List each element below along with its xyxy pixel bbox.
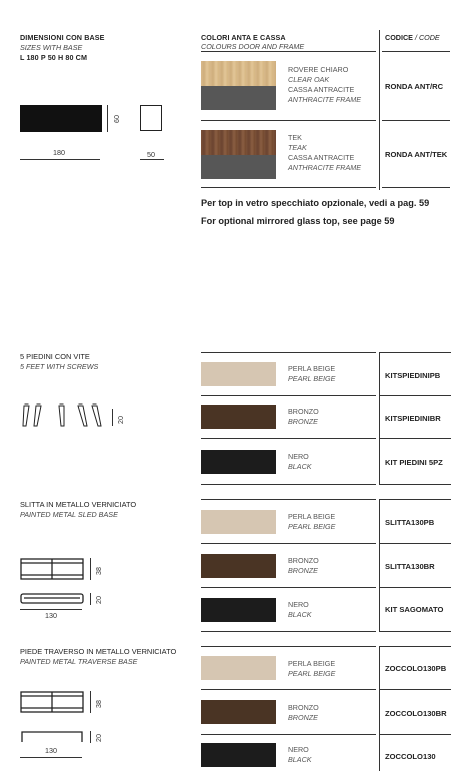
traverse-rule-0 [201,646,376,647]
feet-rule-0 [201,352,376,353]
row2-line3: CASSA ANTRACITE [288,153,355,162]
traverse-rule-1 [201,689,376,690]
feet-subtitle: 5 FEET WITH SCREWS [20,362,99,371]
feet-title: 5 PIEDINI CON VITE [20,352,90,361]
traverse-code-divider [379,646,380,771]
swatch-teak [201,130,276,155]
feet-code-rule-0 [379,352,451,353]
width-dimension-line [20,159,100,160]
traverse-code-rule-0 [379,646,451,647]
colors-header-rule [201,51,376,52]
sled-row2-name-en: BRONZE [288,566,318,575]
sled-height-label-2: 20 [94,596,103,604]
sled-row3-name-en: BLACK [288,610,312,619]
feet-height-line [112,409,113,426]
traverse-swatch-pearl-beige [201,656,276,680]
sled-width-line [20,609,82,610]
colors-header: COLORI ANTA E CASSA [201,33,286,42]
sled-row3-labels [288,600,312,620]
sled-code-divider [379,499,380,631]
feet-row2-name: BRONZO [288,407,319,416]
traverse-width-line [20,757,82,758]
traverse-code-rule-1 [379,689,451,690]
row2-code: RONDA ANT/TEK [385,150,448,159]
row2-line2: TEAK [288,143,307,152]
traverse-height-label-2: 20 [94,734,103,742]
feet-swatch-bronze [201,405,276,429]
swatch-anthracite-1 [201,86,276,110]
height-label: 60 [112,115,121,123]
cabinet-front-view [20,105,102,132]
sled-rule-2 [201,587,376,588]
sled-width-label: 130 [45,611,57,620]
cabinet-side-view [140,105,162,131]
sled-height-line-2 [90,593,91,605]
depth-label: 50 [147,150,155,159]
note-italian: Per top in vetro specchiato opzionale, vedi a pag. 59 [201,198,430,208]
feet-rule-1 [201,395,376,396]
note-english: For optional mirrored glass top, see page 59 [201,216,395,226]
height-dimension-line [107,105,108,132]
traverse-row1-name: PERLA BEIGE [288,659,336,668]
feet-row1-code: KITSPIEDINIPB [385,371,441,380]
feet-code-rule-2 [379,438,451,439]
sled-row1-name: PERLA BEIGE [288,512,336,521]
row1-code-rule [382,120,450,121]
sled-swatch-black [201,598,276,622]
row2-rule [201,187,376,188]
sled-title: SLITTA IN METALLO VERNICIATO [20,500,137,509]
feet-row1-labels [288,364,335,384]
traverse-row3-labels [288,745,312,765]
sled-row2-name: BRONZO [288,556,319,565]
traverse-row1-labels [288,659,335,679]
sled-rule-0 [201,499,376,500]
swatch-clear-oak [201,61,276,86]
feet-row2-labels [288,407,319,427]
width-label: 180 [53,148,65,157]
sled-code-rule-0 [379,499,451,500]
feet-swatch-pearl-beige [201,362,276,386]
traverse-row3-code: ZOCCOLO130 [385,752,436,761]
feet-row3-labels [288,452,312,472]
sled-subtitle: PAINTED METAL SLED BASE [20,510,118,519]
feet-row1-name-en: PEARL BEIGE [288,374,336,383]
sled-row1-code: SLITTA130PB [385,518,435,527]
sled-swatch-bronze [201,554,276,578]
traverse-row2-labels [288,703,319,723]
sled-code-rule-1 [379,543,451,544]
traverse-row1-code: ZOCCOLO130PB [385,664,447,673]
traverse-front-illustration [20,691,84,713]
feet-row3-code: KIT PIEDINI 5PZ [385,458,443,467]
traverse-row3-name: NERO [288,745,309,754]
code-header-rule [382,51,450,52]
dimensions-subtitle: SIZES WITH BASE [20,43,83,52]
traverse-height-line-2 [90,731,91,743]
feet-code-rule-1 [379,395,451,396]
traverse-row2-name-en: BRONZE [288,713,318,722]
traverse-width-label: 130 [45,746,57,755]
traverse-title: PIEDE TRAVERSO IN METALLO VERNICIATO [20,647,177,656]
sled-rule-1 [201,543,376,544]
feet-row3-name-en: BLACK [288,462,312,471]
row1-line1: ROVERE CHIARO [288,65,349,74]
feet-row3-name: NERO [288,452,309,461]
traverse-swatch-bronze [201,700,276,724]
traverse-height-label-1: 38 [94,700,103,708]
sled-code-rule-2 [379,587,451,588]
feet-code-divider [379,352,380,484]
traverse-swatch-black [201,743,276,767]
traverse-side-illustration [20,731,84,743]
sled-side-illustration [20,593,84,605]
traverse-row1-name-en: PEARL BEIGE [288,669,336,678]
feet-code-rule-3 [379,484,451,485]
row1-code: RONDA ANT/RC [385,82,444,91]
row1-rule [201,120,376,121]
sled-rule-3 [201,631,376,632]
traverse-rule-2 [201,734,376,735]
row1-line2: CLEAR OAK [288,75,330,84]
feet-height-label: 20 [116,416,125,424]
traverse-subtitle: PAINTED METAL TRAVERSE BASE [20,657,138,666]
traverse-row3-name-en: BLACK [288,755,312,764]
dimensions-size: L 180 P 50 H 80 CM [20,53,88,62]
sled-code-rule-3 [379,631,451,632]
row1-line3: CASSA ANTRACITE [288,85,355,94]
colors-subheader: COLOURS DOOR AND FRAME [201,42,305,51]
sled-swatch-pearl-beige [201,510,276,534]
traverse-row2-name: BRONZO [288,703,319,712]
row2-line4: ANTHRACITE FRAME [288,163,362,172]
sled-row1-labels [288,512,335,532]
feet-swatch-black [201,450,276,474]
swatch-anthracite-2 [201,155,276,179]
row1-line4: ANTHRACITE FRAME [288,95,362,104]
traverse-height-line-1 [90,691,91,713]
depth-dimension-line [140,159,164,160]
row2-labels [288,133,361,173]
sled-row3-code: KIT SAGOMATO [385,605,444,614]
dimensions-title: DIMENSIONI CON BASE [20,33,105,42]
row1-labels [288,65,361,105]
row2-code-rule [382,187,450,188]
feet-row2-name-en: BRONZE [288,417,318,426]
traverse-code-rule-2 [379,734,451,735]
sled-row3-name: NERO [288,600,309,609]
sled-row2-code: SLITTA130BR [385,562,435,571]
sled-height-line-1 [90,558,91,580]
traverse-row2-code: ZOCCOLO130BR [385,709,447,718]
feet-row1-name: PERLA BEIGE [288,364,336,373]
row2-line1: TEK [288,133,302,142]
sled-row1-name-en: PEARL BEIGE [288,522,336,531]
sled-row2-labels [288,556,319,576]
code-header: CODICE / CODE [385,33,440,42]
code-column-divider [379,30,380,190]
feet-illustration [20,402,105,430]
feet-rule-3 [201,484,376,485]
feet-rule-2 [201,438,376,439]
feet-row2-code: KITSPIEDINIBR [385,414,441,423]
sled-height-label-1: 38 [94,567,103,575]
sled-front-illustration [20,558,84,580]
